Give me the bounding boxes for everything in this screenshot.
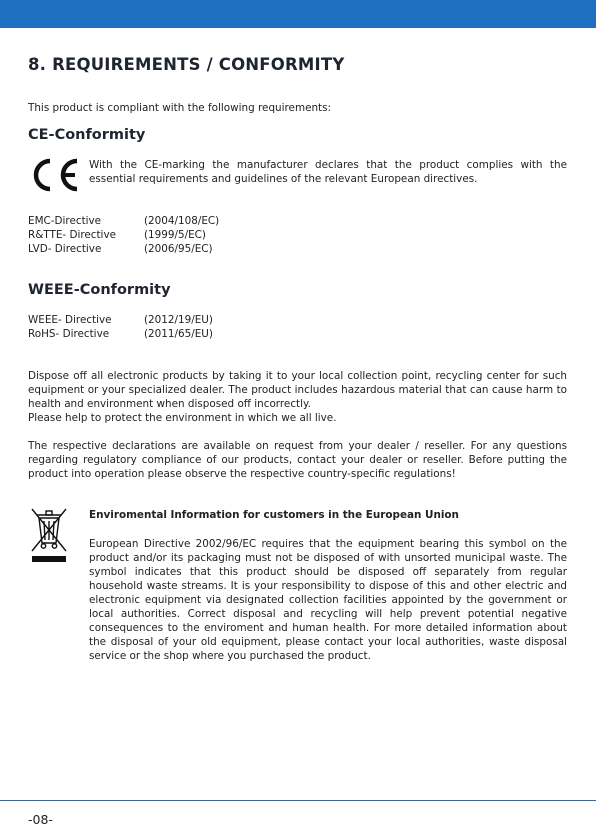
dispose-paragraph: Dispose off all electronic products by taking it to your local collection point, recycling center for such equipment or your specialized dealer. The product includes hazardous material that can cause harm to health and environment when disposed off incorrectly.: [28, 370, 567, 410]
weee-heading: WEEE-Conformity: [28, 282, 171, 298]
directive-row: [28, 327, 213, 341]
protect-environment-text: Please help to protect the environment in which we all live.: [28, 412, 337, 424]
page-number: -08-: [28, 812, 53, 827]
directive-code: (2004/108/EC): [144, 215, 220, 227]
directive-code: (2011/65/EU): [144, 328, 213, 340]
directive-name: LVD- Directive: [28, 243, 102, 255]
declarations-paragraph: The respective declarations are available on request from your dealer / reseller. For any questions regarding regulatory compliance of our products, contact your dealer or reseller. Before putting the product into operation please observe the respective country-specific regulations!: [28, 440, 567, 480]
directive-row: [28, 228, 206, 242]
env-info-title: Enviromental Information for customers in the European Union: [89, 509, 459, 521]
crossed-bin-icon: [28, 506, 70, 564]
directive-code: (2006/95/EC): [144, 243, 213, 255]
ce-description: With the CE-marking the manufacturer declares that the product complies with the essential requirements and guidelines of the relevant European directives.: [89, 159, 567, 185]
directive-code: (2012/19/EU): [144, 314, 213, 326]
section-title: 8. REQUIREMENTS / CONFORMITY: [28, 55, 345, 74]
intro-text: This product is compliant with the following requirements:: [28, 102, 332, 114]
header-bar: [0, 0, 596, 28]
directive-name: RoHS- Directive: [28, 328, 110, 340]
ce-mark-icon: [27, 156, 81, 194]
ce-heading: CE-Conformity: [28, 127, 146, 143]
directive-row: [28, 242, 213, 256]
footer-divider: [0, 800, 596, 801]
directive-row: [28, 214, 219, 228]
directive-name: R&TTE- Directive: [28, 229, 116, 241]
directive-code: (1999/5/EC): [144, 229, 206, 241]
directive-name: WEEE- Directive: [28, 314, 112, 326]
directive-name: EMC-Directive: [28, 215, 102, 227]
env-info-text: European Directive 2002/96/EC requires that the equipment bearing this symbol on the product and/or its packaging must not be disposed of with unsorted municipal waste. The symbol indicates that this product should be disposed off separately from regular household waste streams. It is your responsibility to dispose of this and other electric and electronic equipment via designated collection facilities appointed by the government or local authorities. Correct disposal and recycling will help prevent potential negative consequences to the enviroment and human health. For more detailed information about the disposal of your old equipment, please contact your local authorities, waste disposal service or the shop where you purchased the product.: [89, 538, 567, 662]
directive-row: [28, 313, 213, 327]
